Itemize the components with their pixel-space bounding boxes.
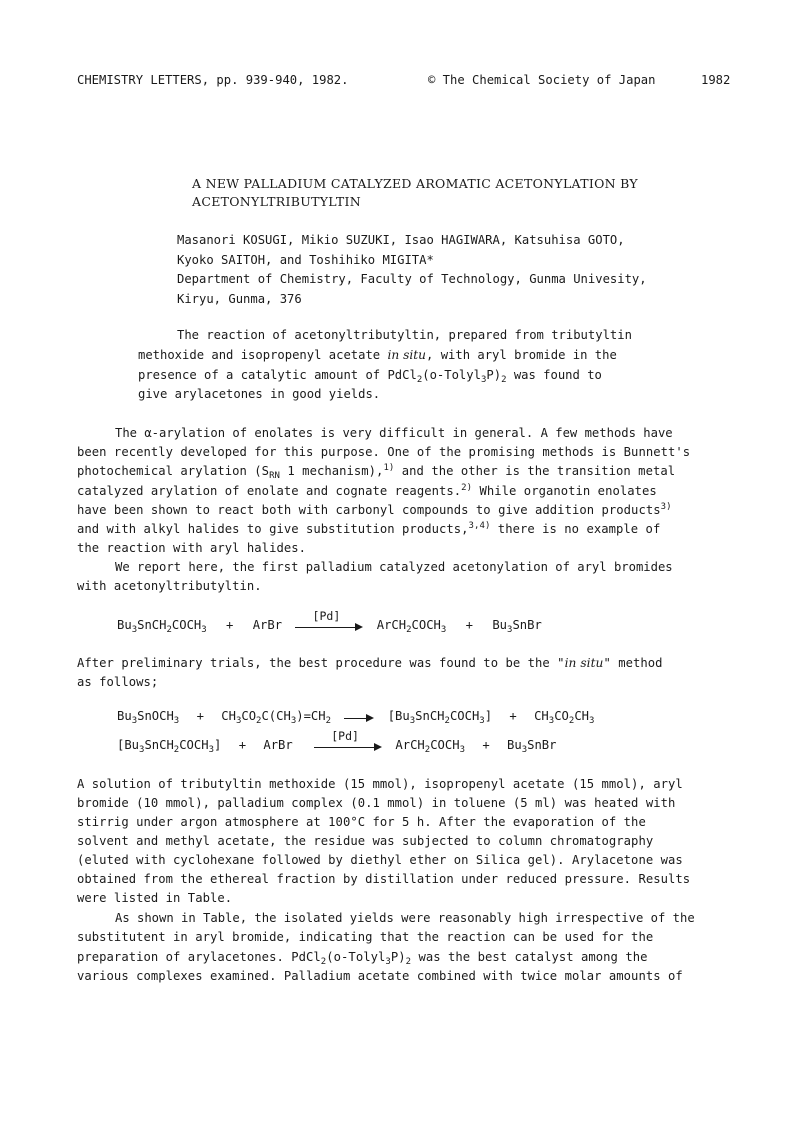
reaction-arrow: [Pd] xyxy=(295,619,363,633)
body-p1-line-1: The α-arylation of enolates is very difficult in general. A few methods have xyxy=(115,426,673,440)
header-year: 1982 xyxy=(701,73,731,87)
affiliation-line-1: Department of Chemistry, Faculty of Technology, Gunma Univesity, xyxy=(177,272,647,286)
body-p5-line-3: preparation of arylacetones. $PdCl_2(o-Tolyl_3P)_2$ was the best catalyst among the xyxy=(77,950,648,967)
body-p5-line-1: As shown in Table, the isolated yields were reasonably high irrespective of the xyxy=(115,911,695,925)
body-p4-line-3: stirrig under argon atmosphere at 100°C for 5 h. After the evaporation of the xyxy=(77,815,646,829)
abstract-line-2: methoxide and isopropenyl acetate in situ, with aryl bromide in the xyxy=(138,348,617,362)
body-p5-line-4: various complexes examined. Palladium acetate combined with twice molar amounts of xyxy=(77,969,683,983)
body-p1-line-2: been recently developed for this purpose. One of the promising methods is Bunnett's xyxy=(77,445,691,459)
body-p4-line-7: were listed in Table. xyxy=(77,891,233,905)
body-p3-line-1: After preliminary trials, the best procedure was found to be the "in situ" method xyxy=(77,656,663,670)
body-p1-line-7: the reaction with aryl halides. xyxy=(77,541,307,555)
reaction-arrow xyxy=(344,710,374,724)
reaction-equation-2: $Bu_3SnOCH_3 + CH_3CO_2C(CH_3)=CH_2$ $[Bu_3SnCH_2COCH_3] + CH_3CO_2CH_3$ xyxy=(117,709,595,726)
reaction-equation-1: $Bu_3SnCH_2COCH_3$ + ArBr [Pd] $ArCH_2COCH_3$ + $Bu_3SnBr$ xyxy=(117,608,542,635)
abstract-line-4: give arylacetones in good yields. xyxy=(138,387,381,401)
body-p5-line-2: substitutent in aryl bromide, indicating that the reaction can be used for the xyxy=(77,930,654,944)
article-title-line-1: A NEW PALLADIUM CATALYZED AROMATIC ACETONYLATION BY xyxy=(192,176,638,191)
body-p4-line-6: obtained from the ethereal fraction by distillation under reduced pressure. Results xyxy=(77,872,691,886)
reaction-equation-3: $[Bu_3SnCH_2COCH_3]$ + ArBr [Pd] $ArCH_2COCH_3$ + $Bu_3SnBr$ xyxy=(117,728,557,755)
body-p4-line-5: (eluted with cyclohexane followed by diethyl ether on Silica gel). Arylacetone was xyxy=(77,853,683,867)
body-p4-line-2: bromide (10 mmol), palladium complex (0.1 mmol) in toluene (5 ml) was heated with xyxy=(77,796,676,810)
body-p1-line-6: and with alkyl halides to give substitution products,$^{3,4)}$ there is no example of xyxy=(77,521,661,536)
copyright-notice: © The Chemical Society of Japan xyxy=(428,73,656,87)
body-p1-line-3: photochemical arylation ($S_{RN}$ 1 mechanism),$^{1)}$ and the other is the transition metal xyxy=(77,463,676,481)
body-p2-line-1: We report here, the first palladium catalyzed acetonylation of aryl bromides xyxy=(115,560,673,574)
author-list-line-2: Kyoko SAITOH, and Toshihiko MIGITA* xyxy=(177,253,434,267)
affiliation-line-2: Kiryu, Gunma, 376 xyxy=(177,292,302,306)
reaction-arrow: [Pd] xyxy=(314,739,382,753)
article-title-line-2: ACETONYLTRIBUTYLTIN xyxy=(192,194,361,209)
body-p3-line-2: as follows; xyxy=(77,675,159,689)
author-list-line-1: Masanori KOSUGI, Mikio SUZUKI, Isao HAGIWARA, Katsuhisa GOTO, xyxy=(177,233,625,247)
body-p1-line-4: catalyzed arylation of enolate and cognate reagents.$^{2)}$ While organotin enolates xyxy=(77,483,657,498)
abstract-line-1: The reaction of acetonyltributyltin, prepared from tributyltin xyxy=(177,328,632,342)
body-p2-line-2: with acetonyltributyltin. xyxy=(77,579,262,593)
journal-citation: CHEMISTRY LETTERS, pp. 939-940, 1982. xyxy=(77,73,349,87)
body-p4-line-4: solvent and methyl acetate, the residue was subjected to column chromatography xyxy=(77,834,654,848)
body-p4-line-1: A solution of tributyltin methoxide (15 mmol), isopropenyl acetate (15 mmol), aryl xyxy=(77,777,683,791)
abstract-line-3: presence of a catalytic amount of $PdCl_2(o-Tolyl_3P)_2$ was found to xyxy=(138,368,602,385)
body-p1-line-5: have been shown to react both with carbonyl compounds to give addition products$^{3)}$ xyxy=(77,502,672,517)
